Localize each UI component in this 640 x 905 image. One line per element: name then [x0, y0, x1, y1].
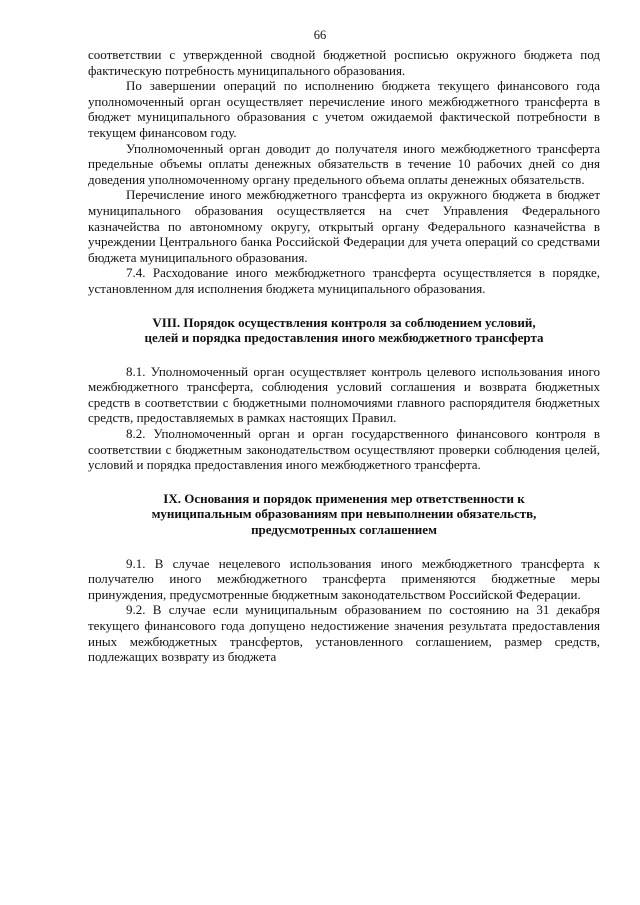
section-8-heading — [88, 315, 600, 346]
paragraph: Перечисление иного межбюджетного трансферта из окружного бюджета в бюджет муниципального образования осуществляется на счет Управления Федерального казначейства по автономному округу, открытый органу Федерального казначейства в учреждении Центрального банка Российской Федерации для учета операций со средствами бюджета муниципального образования. — [88, 187, 600, 265]
section-8-title-line2: целей и порядка предоставления иного межбюджетного трансферта — [144, 330, 544, 346]
section-9-title-line2: муниципальным образованиям при невыполнении обязательств, — [151, 506, 537, 522]
paragraph-8-1: 8.1. Уполномоченный орган осуществляет контроль целевого использования иного межбюджетного трансферта, соблюдения условий соглашения и возврата бюджетных средств в соответствии с бюджетными полномочиями главного распорядителя бюджетных средств, предоставляемых в рамках настоящих Правил. — [88, 363, 600, 426]
spacer — [88, 473, 600, 491]
paragraph-9-1: 9.1. В случае нецелевого использования иного межбюджетного трансферта к получателю иного межбюджетного трансферта применяются бюджетные меры принуждения, предусмотренные бюджетным законодательством Российской Федерации. — [88, 555, 600, 602]
spacer — [88, 538, 600, 556]
paragraph-8-2: 8.2. Уполномоченный орган и орган государственного финансового контроля в соответствии с бюджетным законодательством осуществляют проверки соблюдения целей, условий и порядка предоставления иного межбюджетного трансферта. — [88, 426, 600, 473]
paragraph-7-4: 7.4. Расходование иного межбюджетного трансферта осуществляется в порядке, установленном для исполнения бюджета муниципального образования. — [88, 265, 600, 296]
spacer — [88, 297, 600, 315]
section-9-title-line3: предусмотренных соглашением — [251, 522, 437, 538]
document-body — [88, 47, 600, 665]
section-9-title-line1: IX. Основания и порядок применения мер ответственности к — [163, 490, 525, 506]
paragraph-continuation: соответствии с утвержденной сводной бюджетной росписью окружного бюджета под фактическую потребность муниципального образования. — [88, 47, 600, 78]
section-8-title-line1: VIII. Порядок осуществления контроля за соблюдением условий, — [152, 314, 536, 330]
paragraph: Уполномоченный орган доводит до получателя иного межбюджетного трансферта предельные объемы оплаты денежных обязательств в течение 10 рабочих дней со дня доведения уполномоченному органу предельного объема оплаты денежных обязательств. — [88, 140, 600, 187]
paragraph: По завершении операций по исполнению бюджета текущего финансового года уполномоченный орган осуществляет перечисление иного межбюджетного трансферта в бюджет муниципального образования с учетом ожидаемой фактической потребности в текущем финансовом году. — [88, 78, 600, 140]
section-9-heading — [88, 491, 600, 538]
paragraph-9-2: 9.2. В случае если муниципальным образованием по состоянию на 31 декабря текущего финансового года допущено недостижение значения результата предоставления иных межбюджетных трансфертов, установленного соглашением, размер средств, подлежащих возврату из бюджета — [88, 602, 600, 665]
page-number: 66 — [313, 28, 327, 42]
spacer — [88, 346, 600, 364]
